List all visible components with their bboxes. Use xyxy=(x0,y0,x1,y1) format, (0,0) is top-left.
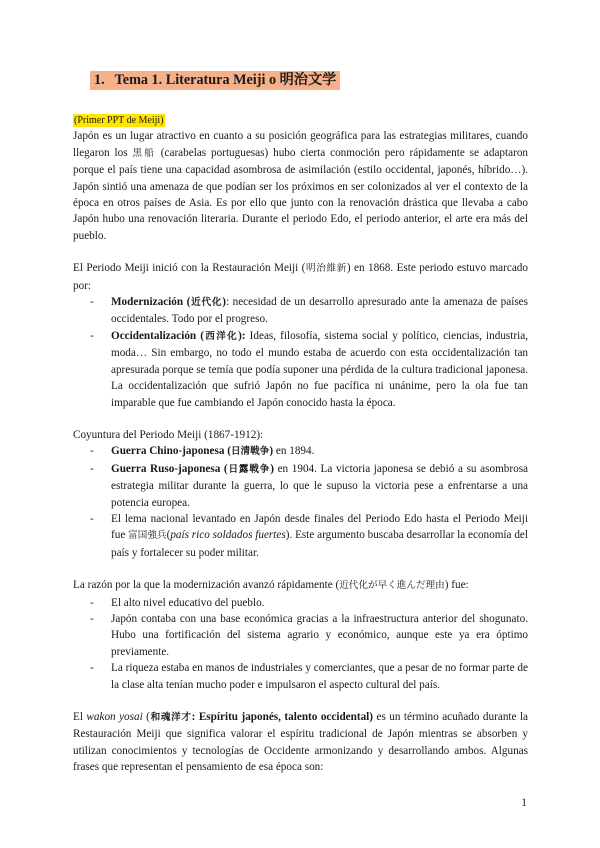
item-bold: Guerra Chino-japonesa ( xyxy=(111,445,231,458)
item-text: Japón contaba con una base económica gracias a la infraestructura anterior del shogunato. Hubo una fortificación del sistema agrario y económico, aunque este ya era óptimo previamente. xyxy=(111,612,528,658)
title-number: 1. xyxy=(94,72,105,88)
page-number: 1 xyxy=(521,797,527,809)
meiji-cjk: 明治維新 xyxy=(305,263,347,275)
coyuntura-heading: Coyuntura del Periodo Meiji (1867-1912): xyxy=(73,428,264,441)
meiji-text-2: ) en 1868. Este periodo estuvo marcado por: xyxy=(73,262,528,292)
meiji-list xyxy=(73,294,528,411)
list-item xyxy=(73,595,528,611)
item-cjk: 日露戦争 xyxy=(227,463,271,475)
spacer xyxy=(73,411,528,427)
item-bold: Modernización ( xyxy=(111,296,191,309)
page-content xyxy=(73,70,528,776)
razon-list xyxy=(73,595,528,693)
item-bold: Guerra Ruso-japonesa ( xyxy=(111,462,228,475)
dash-bullet: - xyxy=(90,512,94,525)
item-cjk: 近代化 xyxy=(190,297,223,309)
list-item xyxy=(73,294,528,328)
spacer xyxy=(73,244,528,260)
list-item xyxy=(73,511,528,561)
item-bold-close: ) xyxy=(270,462,274,475)
wakon-bold: : Espíritu japonés, talento occidental) xyxy=(191,711,374,723)
intro-cjk: 黒船 xyxy=(132,147,156,159)
source-note: (Primer PPT de Meiji) xyxy=(74,115,164,126)
item-text: El lema nacional levantado en Japón desde finales del Periodo Edo hasta el Periodo Meiji fue xyxy=(111,512,528,542)
wakon-text-2: ( xyxy=(142,711,150,723)
dash-bullet: - xyxy=(90,462,94,475)
wakon-text-3: es un término acuñado durante la Restauración Meiji que significa valorar el espíritu tradicional de Japón mientras se absorben y utilizan conocimientos y tecnologías de Occidente armonizando y desarrollando ambos. Algunas frases que representan el pensamiento de esa época son: xyxy=(73,711,529,774)
page-title xyxy=(90,70,528,90)
intro-paragraph xyxy=(73,128,528,244)
item-text: : necesidad de un desarrollo apresurado ante la amenaza de países occidentales. Todo por el progreso. xyxy=(111,296,529,326)
coyuntura-list xyxy=(73,443,528,561)
intro-text-2: (carabelas portuguesas) hubo cierta conmoción pero rápidamente se adaptaron porque el país tiene una capacidad asombrosa de asimilación (estilo occidental, japonés, híbrido…). Japón sintió una amenaza de que podían ser los próximos en ser colonizados al ver el contexto de la época en otros países de Asia. Es por ello que junto con la renovación drástica que llevaba a cabo Japón hubo una renovación literaria. Durante el periodo Edo, el periodo anterior, el arte era más del pueblo. xyxy=(73,146,529,242)
title-text: Tema 1. Literatura Meiji o xyxy=(114,72,280,88)
item-text: Ideas, filosofía, sistema social y político, ciencias, industria, moda… Sin embargo, no todo el mundo estaba de acuerdo con esta occidentalización tan apresurada porque se temía que podía suponer una pérdida de la cultura tradicional japonesa. La occidentalización que sufrió Japón no fue pacífica ni unánime, pero la ola fue tan imparable que fue cambiando el Japón conocido hasta la época. xyxy=(111,329,528,409)
meiji-paragraph xyxy=(73,260,528,294)
dash-bullet: - xyxy=(90,296,94,309)
item-text: La riqueza estaba en manos de industriales y comerciantes, que a pesar de no formar parte de la clase alta tenían mucho poder e impulsaron el aspecto cultural del país. xyxy=(111,662,528,691)
item-bold-close: ) xyxy=(269,445,274,458)
item-text: ). Este argumento buscaba desarrollar la economía del país y fortalecer su poder militar. xyxy=(111,529,529,559)
dash-bullet: - xyxy=(90,612,94,625)
item-cjk: 西洋化 xyxy=(203,330,239,342)
item-text: en 1894. xyxy=(273,445,315,458)
item-cjk: 日清戦争 xyxy=(230,446,270,458)
item-bold-close: ): xyxy=(238,329,246,342)
item-bold-close: ) xyxy=(222,296,226,309)
dash-bullet: - xyxy=(90,445,94,458)
list-item xyxy=(73,611,528,660)
item-text: ( xyxy=(166,529,171,542)
item-italic: país rico soldados fuertes xyxy=(170,529,286,542)
item-bold: Occidentalización ( xyxy=(111,329,204,342)
razon-text-1: La razón por la que la modernización avanzó rápidamente ( xyxy=(73,579,340,592)
list-item xyxy=(73,660,528,693)
item-text: en 1904. La victoria japonesa se debió a su asombrosa estrategia militar durante la guerra, lo que le supuso la victoria pese a enfrentarse a una potencia europea. xyxy=(111,462,529,509)
wakon-paragraph xyxy=(73,709,528,776)
dash-bullet: - xyxy=(90,329,94,342)
wakon-italic: wakon yosai xyxy=(86,711,143,723)
title-cjk: 明治文学 xyxy=(279,72,337,88)
spacer xyxy=(73,561,528,577)
list-item xyxy=(73,443,528,460)
list-item xyxy=(73,328,528,411)
meiji-text-1: El Periodo Meiji inició con la Restauración Meiji ( xyxy=(73,262,306,275)
spacer xyxy=(73,693,528,709)
wakon-text-1: El xyxy=(73,711,87,723)
razon-paragraph xyxy=(73,577,528,594)
razon-text-2: ) fue: xyxy=(444,579,469,592)
intro-text-1: Japón es un lugar atractivo en cuanto a su posición geográfica para las estrategias militares, cuando llegaron los xyxy=(73,130,528,159)
razon-cjk: 近代化が早く進んだ理由 xyxy=(339,580,445,592)
title-highlight xyxy=(90,71,340,90)
item-cjk: 富国強兵 xyxy=(128,530,167,542)
item-text: El alto nivel educativo del pueblo. xyxy=(111,596,265,609)
dash-bullet: - xyxy=(90,596,94,609)
dash-bullet: - xyxy=(90,662,94,675)
list-item xyxy=(73,461,528,511)
wakon-cjk: 和魂洋才 xyxy=(149,712,192,723)
